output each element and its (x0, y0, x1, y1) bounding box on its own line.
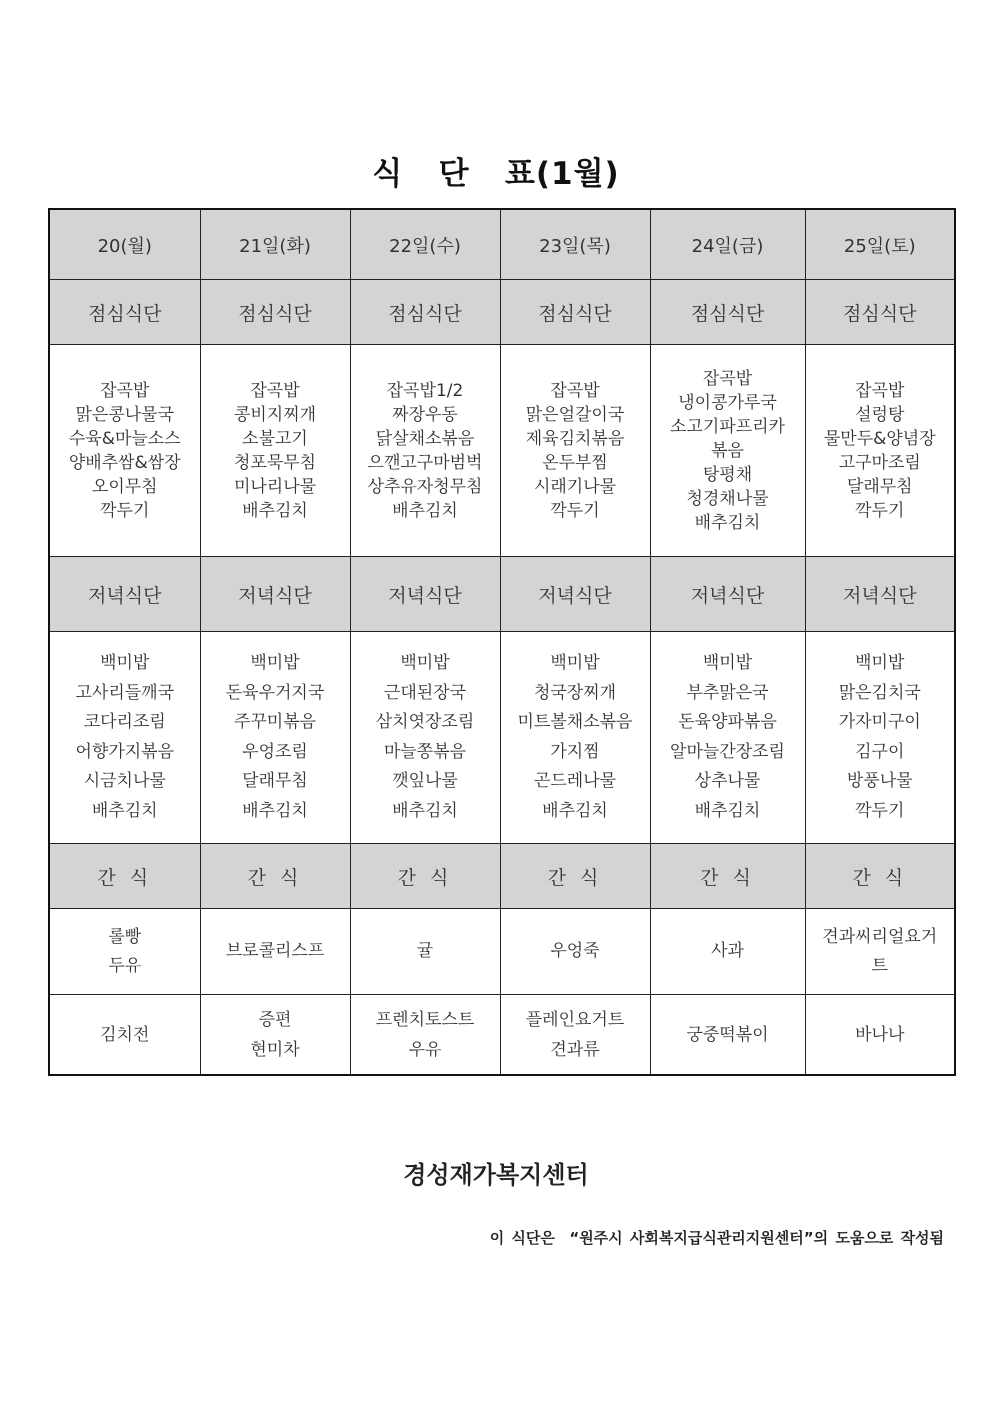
menu-item: 상추나물 (694, 771, 761, 791)
dinner-label-row (49, 557, 955, 632)
menu-item: 온두부찜 (542, 452, 608, 473)
menu-item: 증편 (258, 1009, 292, 1030)
menu-item: 배추김치 (392, 800, 458, 821)
menu-item: 맑은콩나물국 (75, 404, 175, 425)
date-cell: 23일(목) (500, 209, 650, 280)
menu-item: 백미밥 (100, 653, 150, 673)
menu-item: 견과씨리얼요거 (822, 926, 938, 947)
dinner-label-cell: 저녁식단 (805, 557, 955, 632)
menu-item: 백미밥 (550, 653, 600, 673)
menu-item: 배추김치 (694, 800, 761, 821)
snack-label-cell: 간 식 (200, 844, 350, 909)
menu-item: 깍두기 (855, 800, 905, 821)
menu-item: 배추김치 (392, 500, 458, 521)
menu-item: 미트볼채소볶음 (517, 712, 633, 732)
menu-item: 김구이 (855, 741, 905, 762)
menu-item: 삼치엿장조림 (375, 712, 475, 732)
lunch-label-cell: 점심식단 (200, 280, 350, 345)
dinner-label-cell: 저녁식단 (500, 557, 650, 632)
snack-menu-cell (49, 995, 200, 1076)
lunch-label-cell: 점심식단 (500, 280, 650, 345)
snack-menu-cell (500, 909, 650, 995)
lunch-menu-cell (500, 345, 650, 557)
snack-label-cell: 간 식 (500, 844, 650, 909)
menu-item: 맑은김치국 (838, 682, 921, 703)
dinner-label-cell: 저녁식단 (49, 557, 200, 632)
menu-item: 닭살채소볶음 (375, 428, 475, 449)
date-cell: 24일(금) (650, 209, 805, 280)
lunch-menu-cell (200, 345, 350, 557)
menu-item: 백미밥 (855, 653, 905, 673)
date-cell: 21일(화) (200, 209, 350, 280)
menu-item: 근대된장국 (383, 682, 467, 703)
menu-item: 우엉죽 (550, 941, 600, 961)
menu-item: 코다리조림 (83, 712, 166, 732)
lunch-label-cell: 점심식단 (350, 280, 500, 345)
menu-item: 현미차 (250, 1039, 300, 1060)
dinner-menu-cell (500, 632, 650, 844)
date-cell: 20(월) (49, 209, 200, 280)
menu-item: 청국장찌개 (533, 682, 617, 703)
menu-item: 냉이콩가루국 (678, 392, 777, 413)
menu-item: 마늘쫑볶음 (383, 741, 467, 762)
menu-item: 잡곡밥1/2 (386, 380, 464, 401)
center-name: 경성재가복지센터 (403, 1161, 589, 1189)
menu-item: 짜장우동 (392, 404, 458, 425)
menu-item: 잡곡밥 (250, 380, 300, 401)
snack-menu-cell (500, 995, 650, 1076)
lunch-label-row (49, 280, 955, 345)
snack-menu-row-1 (49, 909, 955, 995)
menu-item: 두유 (108, 955, 142, 976)
menu-item: 시래기나물 (533, 476, 617, 497)
footnote: 이 식단은 “원주시 사회복지급식관리지원센터”의 도움으로 작성됨 (489, 1229, 944, 1247)
menu-item: 수육&마늘소스 (68, 428, 181, 449)
snack-menu-cell (650, 909, 805, 995)
menu-item: 양배추쌈&쌈장 (68, 452, 181, 473)
menu-item: 플레인요거트 (525, 1009, 625, 1030)
menu-item: 맑은얼갈이국 (525, 404, 625, 425)
menu-item: 배추김치 (242, 500, 308, 521)
menu-item: 가지찜 (550, 741, 600, 762)
menu-item: 김치전 (100, 1024, 150, 1045)
lunch-menu-cell (49, 345, 200, 557)
menu-item: 고구마조림 (838, 452, 921, 473)
menu-item: 백미밥 (702, 653, 753, 673)
menu-item: 배추김치 (694, 512, 761, 533)
lunch-menu-cell (350, 345, 500, 557)
dinner-menu-cell (350, 632, 500, 844)
menu-item: 백미밥 (250, 653, 300, 673)
menu-item: 청포묵무침 (233, 452, 317, 473)
menu-item: 잡곡밥 (550, 380, 600, 401)
lunch-label-cell: 점심식단 (49, 280, 200, 345)
menu-item: 백미밥 (400, 653, 450, 673)
menu-item: 잡곡밥 (100, 380, 150, 401)
snack-menu-cell (805, 995, 955, 1076)
date-cell: 25일(토) (805, 209, 955, 280)
snack-label-cell: 간 식 (805, 844, 955, 909)
lunch-menu-cell (650, 345, 805, 557)
menu-item: 시금치나물 (83, 771, 166, 791)
snack-label-cell: 간 식 (350, 844, 500, 909)
snack-label-row (49, 844, 955, 909)
menu-item: 소불고기 (242, 428, 308, 449)
menu-item: 제육김치볶음 (525, 428, 625, 449)
snack-menu-cell (350, 995, 500, 1076)
menu-item: 상추유자청무침 (367, 476, 483, 497)
dinner-label-cell: 저녁식단 (350, 557, 500, 632)
menu-item: 미나리나물 (233, 476, 317, 497)
dinner-label-cell: 저녁식단 (200, 557, 350, 632)
dinner-label-cell: 저녁식단 (650, 557, 805, 632)
menu-item: 가자미구이 (838, 712, 921, 732)
snack-menu-cell (650, 995, 805, 1076)
menu-item: 트 (871, 955, 888, 976)
menu-item: 깻잎나물 (392, 771, 458, 791)
lunch-menu-cell (805, 345, 955, 557)
menu-item: 궁중떡볶이 (686, 1024, 769, 1045)
menu-item: 배추김치 (542, 800, 608, 821)
menu-item: 깍두기 (100, 500, 150, 521)
menu-item: 귤 (416, 941, 434, 961)
menu-item: 고사리들깨국 (75, 682, 175, 703)
menu-item: 깍두기 (550, 500, 600, 521)
dinner-menu-row (49, 632, 955, 844)
menu-item: 으깬고구마범벅 (367, 452, 483, 473)
menu-item: 탕평채 (702, 464, 753, 485)
menu-item: 부추맑은국 (686, 682, 769, 703)
menu-item: 잡곡밥 (702, 368, 753, 389)
lunch-label-cell: 점심식단 (650, 280, 805, 345)
menu-item: 우유 (408, 1039, 442, 1060)
snack-label-cell: 간 식 (49, 844, 200, 909)
menu-item: 잡곡밥 (855, 380, 905, 401)
menu-item: 롤빵 (108, 926, 142, 947)
menu-item: 볶음 (711, 440, 744, 461)
menu-item: 알마늘간장조림 (670, 741, 785, 762)
menu-item: 배추김치 (91, 800, 158, 821)
snack-menu-row-2 (49, 995, 955, 1076)
menu-item: 사과 (711, 941, 744, 961)
meal-schedule-table (48, 208, 956, 1076)
dinner-menu-cell (650, 632, 805, 844)
lunch-menu-row (49, 345, 955, 557)
snack-menu-cell (49, 909, 200, 995)
menu-item: 돈육우거지국 (225, 682, 325, 703)
menu-item: 설렁탕 (855, 404, 905, 425)
dinner-menu-cell (200, 632, 350, 844)
menu-item: 방풍나물 (846, 771, 913, 791)
page-title: 식 단 표(1월) (372, 156, 620, 192)
menu-item: 달래무침 (846, 476, 913, 497)
menu-item: 어향가지볶음 (75, 741, 175, 762)
snack-menu-cell (350, 909, 500, 995)
date-cell: 22일(수) (350, 209, 500, 280)
menu-item: 주꾸미볶음 (233, 712, 317, 732)
snack-menu-cell (805, 909, 955, 995)
menu-item: 바나나 (855, 1024, 905, 1045)
menu-item: 달래무침 (242, 771, 308, 791)
menu-item: 콩비지찌개 (233, 404, 317, 425)
menu-item: 브로콜리스프 (225, 941, 325, 961)
menu-item: 오이무침 (91, 476, 158, 497)
menu-item: 돈육양파볶음 (678, 712, 777, 732)
lunch-label-cell: 점심식단 (805, 280, 955, 345)
date-header-row (49, 209, 955, 280)
menu-item: 프렌치토스트 (375, 1009, 475, 1030)
dinner-menu-cell (49, 632, 200, 844)
menu-item: 물만두&양념장 (823, 428, 936, 449)
snack-label-cell: 간 식 (650, 844, 805, 909)
menu-item: 우엉조림 (242, 741, 308, 762)
dinner-menu-cell (805, 632, 955, 844)
menu-item: 소고기파프리카 (670, 416, 785, 437)
menu-item: 깍두기 (855, 500, 905, 521)
menu-item: 청경채나물 (686, 488, 769, 509)
menu-item: 견과류 (550, 1039, 600, 1060)
snack-menu-cell (200, 995, 350, 1076)
snack-menu-cell (200, 909, 350, 995)
menu-item: 곤드레나물 (533, 771, 617, 791)
menu-item: 배추김치 (242, 800, 308, 821)
